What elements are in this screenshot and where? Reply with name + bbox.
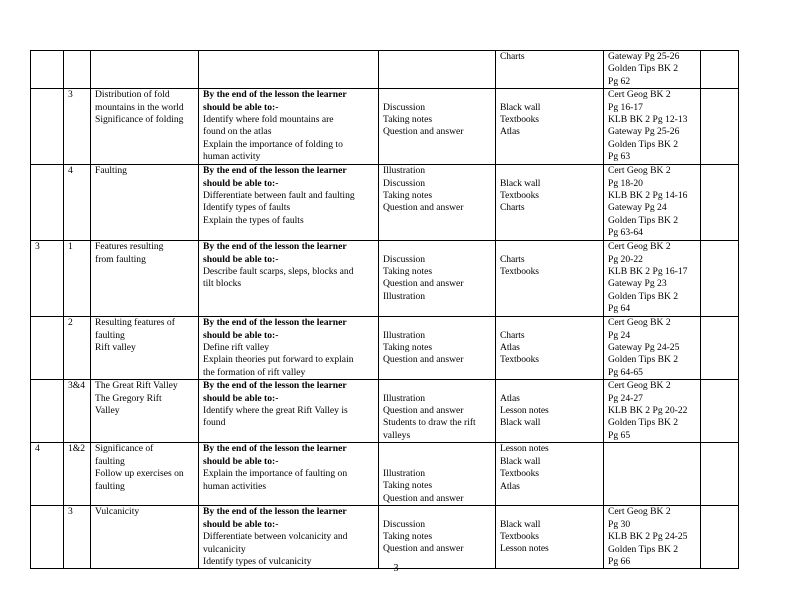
cell-line: human activity bbox=[203, 151, 261, 163]
cell-line: Pg 63-64 bbox=[608, 227, 643, 239]
cell-line: Describe fault scarps, sleps, blocks and bbox=[203, 266, 354, 278]
methods-cell bbox=[379, 51, 496, 89]
cell-line: Black wall bbox=[500, 518, 541, 530]
cell-line: found on the atlas bbox=[203, 126, 272, 138]
scheme-of-work-table bbox=[30, 50, 739, 569]
cell-line: Gateway Pg 25-26 bbox=[608, 51, 680, 62]
cell-line: faulting bbox=[95, 455, 125, 467]
cell-line: Gateway Pg 23 bbox=[608, 278, 667, 290]
references-cell bbox=[604, 506, 701, 569]
objectives-cell bbox=[199, 165, 379, 241]
cell-line: Discussion bbox=[383, 518, 426, 530]
topic-cell bbox=[91, 165, 199, 241]
week-cell bbox=[31, 317, 64, 380]
cell-line: Students to draw the rift bbox=[383, 417, 476, 429]
remarks-cell bbox=[701, 506, 739, 569]
references-cell bbox=[604, 241, 701, 317]
cell-line: Explain the importance of faulting on bbox=[203, 468, 348, 480]
cell-line: Distribution of fold bbox=[95, 89, 170, 101]
cell-line: By the end of the lesson the learner bbox=[203, 165, 347, 177]
remarks-cell bbox=[701, 51, 739, 89]
cell-line: By the end of the lesson the learner bbox=[203, 380, 347, 392]
blank-line bbox=[500, 380, 603, 392]
objectives-cell bbox=[199, 506, 379, 569]
week-cell: 4 bbox=[31, 443, 64, 506]
week-cell bbox=[31, 506, 64, 569]
blank-line bbox=[500, 89, 603, 101]
cell-line: Cert Geog BK 2 bbox=[608, 241, 671, 253]
cell-line: Question and answer bbox=[383, 492, 464, 504]
table-row bbox=[31, 51, 739, 89]
cell-line: Differentiate between fault and faulting bbox=[203, 190, 355, 202]
cell-line: Charts bbox=[500, 51, 525, 62]
cell-line: Textbooks bbox=[500, 531, 539, 543]
cell-line: By the end of the lesson the learner bbox=[203, 317, 347, 329]
cell-line: Resulting features of bbox=[95, 317, 175, 329]
cell-line: Question and answer bbox=[383, 405, 464, 417]
cell-line: Textbooks bbox=[500, 354, 539, 366]
methods-cell bbox=[379, 443, 496, 506]
cell-line: Atlas bbox=[500, 392, 520, 404]
cell-line: Gateway Pg 24 bbox=[608, 202, 667, 214]
cell-line: The Gregory Rift bbox=[95, 392, 162, 404]
cell-line: Textbooks bbox=[500, 266, 539, 278]
cell-line: Pg 24-27 bbox=[608, 392, 643, 404]
cell-line: valleys bbox=[383, 429, 411, 441]
references-cell bbox=[604, 165, 701, 241]
references-cell bbox=[604, 443, 701, 506]
cell-line: Pg 63 bbox=[608, 151, 631, 163]
methods-cell bbox=[379, 241, 496, 317]
blank-line bbox=[500, 506, 603, 518]
blank-line bbox=[383, 241, 495, 253]
resources-cell bbox=[496, 506, 604, 569]
cell-line: Black wall bbox=[500, 101, 541, 113]
cell-line: from faulting bbox=[95, 253, 146, 265]
cell-line: KLB BK 2 Pg 16-17 bbox=[608, 266, 688, 278]
methods-cell bbox=[379, 89, 496, 165]
topic-cell bbox=[91, 317, 199, 380]
resources-cell bbox=[496, 241, 604, 317]
cell-line: KLB BK 2 Pg 14-16 bbox=[608, 190, 688, 202]
lesson-cell bbox=[64, 51, 91, 89]
remarks-cell bbox=[701, 165, 739, 241]
cell-line: should be able to:- bbox=[203, 455, 279, 467]
cell-line: Black wall bbox=[500, 455, 541, 467]
cell-line: faulting bbox=[95, 329, 125, 341]
cell-line: Question and answer bbox=[383, 354, 464, 366]
cell-line: Explain theories put forward to explain bbox=[203, 354, 354, 366]
cell-line: Textbooks bbox=[500, 468, 539, 480]
cell-line: Atlas bbox=[500, 126, 520, 138]
cell-line: KLB BK 2 Pg 20-22 bbox=[608, 405, 688, 417]
cell-line: Cert Geog BK 2 bbox=[608, 89, 671, 101]
cell-line: Pg 30 bbox=[608, 518, 631, 530]
topic-cell bbox=[91, 241, 199, 317]
cell-line: Charts bbox=[500, 202, 525, 214]
cell-line: Pg 62 bbox=[608, 75, 631, 87]
cell-line: Differentiate between volcanicity and bbox=[203, 531, 348, 543]
lesson-cell: 3&4 bbox=[64, 380, 91, 443]
cell-line: Illustration bbox=[383, 290, 426, 302]
week-cell bbox=[31, 51, 64, 89]
lesson-cell: 3 bbox=[64, 89, 91, 165]
cell-line: Question and answer bbox=[383, 126, 464, 138]
cell-line: Identify types of vulcanicity bbox=[203, 555, 312, 567]
cell-line: Discussion bbox=[383, 253, 426, 265]
cell-line: Question and answer bbox=[383, 202, 464, 214]
table-row bbox=[31, 380, 739, 443]
cell-line: Golden Tips BK 2 bbox=[608, 63, 679, 75]
blank-line bbox=[383, 380, 495, 392]
cell-line: By the end of the lesson the learner bbox=[203, 89, 347, 101]
cell-line: Golden Tips BK 2 bbox=[608, 138, 679, 150]
cell-line: Define rift valley bbox=[203, 342, 270, 354]
cell-line: Question and answer bbox=[383, 543, 464, 555]
cell-line: Charts bbox=[500, 329, 525, 341]
references-cell bbox=[604, 51, 701, 89]
cell-line: Explain the types of faults bbox=[203, 214, 304, 226]
table-row bbox=[31, 241, 739, 317]
cell-line: KLB BK 2 Pg 12-13 bbox=[608, 114, 688, 126]
blank-line bbox=[383, 317, 495, 329]
cell-line: Atlas bbox=[500, 342, 520, 354]
cell-line: By the end of the lesson the learner bbox=[203, 241, 347, 253]
objectives-cell bbox=[199, 89, 379, 165]
lesson-cell: 2 bbox=[64, 317, 91, 380]
cell-line: The Great Rift Valley bbox=[95, 380, 178, 392]
cell-line: Textbooks bbox=[500, 190, 539, 202]
cell-line: Lesson notes bbox=[500, 543, 549, 555]
cell-line: Pg 24 bbox=[608, 329, 631, 341]
cell-line: Taking notes bbox=[383, 266, 433, 278]
cell-line: should be able to:- bbox=[203, 518, 279, 530]
cell-line: Question and answer bbox=[383, 278, 464, 290]
resources-cell bbox=[496, 317, 604, 380]
cell-line: Follow up exercises on bbox=[95, 468, 184, 480]
resources-cell bbox=[496, 443, 604, 506]
table-row bbox=[31, 443, 739, 506]
resources-cell bbox=[496, 165, 604, 241]
cell-line: found bbox=[203, 417, 226, 429]
references-cell bbox=[604, 317, 701, 380]
cell-line: tilt blocks bbox=[203, 278, 242, 290]
topic-cell bbox=[91, 443, 199, 506]
cell-line: Taking notes bbox=[383, 480, 433, 492]
cell-line: By the end of the lesson the learner bbox=[203, 443, 347, 455]
methods-cell bbox=[379, 165, 496, 241]
cell-line: mountains in the world bbox=[95, 101, 184, 113]
cell-line: Gateway Pg 25-26 bbox=[608, 126, 680, 138]
cell-line: By the end of the lesson the learner bbox=[203, 506, 347, 518]
cell-line: Cert Geog BK 2 bbox=[608, 165, 671, 177]
cell-line: Atlas bbox=[500, 480, 520, 492]
cell-line: should be able to:- bbox=[203, 253, 279, 265]
table-row bbox=[31, 165, 739, 241]
cell-line: Golden Tips BK 2 bbox=[608, 290, 679, 302]
cell-line: vulcanicity bbox=[203, 543, 246, 555]
cell-line: Vulcanicity bbox=[95, 506, 140, 518]
objectives-cell bbox=[199, 241, 379, 317]
references-cell bbox=[604, 380, 701, 443]
cell-line: KLB BK 2 Pg 24-25 bbox=[608, 531, 688, 543]
cell-line: Rift valley bbox=[95, 342, 136, 354]
cell-line: Illustration bbox=[383, 165, 426, 177]
cell-line: Lesson notes bbox=[500, 443, 549, 455]
cell-line: Golden Tips BK 2 bbox=[608, 214, 679, 226]
cell-line: Identify where fold mountains are bbox=[203, 114, 334, 126]
page-number: 3 bbox=[393, 563, 399, 574]
cell-line: Golden Tips BK 2 bbox=[608, 543, 679, 555]
blank-line bbox=[500, 241, 603, 253]
methods-cell bbox=[379, 506, 496, 569]
cell-line: Cert Geog BK 2 bbox=[608, 506, 671, 518]
cell-line: Cert Geog BK 2 bbox=[608, 317, 671, 329]
week-cell bbox=[31, 89, 64, 165]
topic-cell bbox=[91, 506, 199, 569]
topic-cell bbox=[91, 380, 199, 443]
cell-line: Taking notes bbox=[383, 342, 433, 354]
cell-line: Pg 18-20 bbox=[608, 177, 643, 189]
week-cell bbox=[31, 165, 64, 241]
methods-cell bbox=[379, 317, 496, 380]
cell-line: should be able to:- bbox=[203, 392, 279, 404]
cell-line: Discussion bbox=[383, 177, 426, 189]
table-body bbox=[31, 51, 739, 569]
cell-line: Illustration bbox=[383, 329, 426, 341]
cell-line: Significance of folding bbox=[95, 114, 184, 126]
methods-cell bbox=[379, 380, 496, 443]
cell-line: Illustration bbox=[383, 392, 426, 404]
cell-line: should be able to:- bbox=[203, 329, 279, 341]
cell-line: Black wall bbox=[500, 417, 541, 429]
cell-line: the formation of rift valley bbox=[203, 366, 306, 378]
resources-cell bbox=[496, 89, 604, 165]
objectives-cell bbox=[199, 380, 379, 443]
topic-cell bbox=[91, 89, 199, 165]
cell-line: Pg 66 bbox=[608, 555, 631, 567]
cell-line: Taking notes bbox=[383, 531, 433, 543]
table-row bbox=[31, 317, 739, 380]
cell-line: Illustration bbox=[383, 468, 426, 480]
resources-cell bbox=[496, 51, 604, 89]
remarks-cell bbox=[701, 89, 739, 165]
cell-line: faulting bbox=[95, 480, 125, 492]
cell-line: Discussion bbox=[383, 101, 426, 113]
cell-line: Explain the importance of folding to bbox=[203, 138, 343, 150]
cell-line: Identify where the great Rift Valley is bbox=[203, 405, 348, 417]
week-cell bbox=[31, 380, 64, 443]
cell-line: human activities bbox=[203, 480, 267, 492]
cell-line: Pg 64 bbox=[608, 303, 631, 315]
cell-line: Pg 16-17 bbox=[608, 101, 643, 113]
cell-line: should be able to:- bbox=[203, 101, 279, 113]
week-cell: 3 bbox=[31, 241, 64, 317]
cell-line: Identify types of faults bbox=[203, 202, 291, 214]
cell-line: Pg 65 bbox=[608, 429, 631, 441]
resources-cell bbox=[496, 380, 604, 443]
remarks-cell bbox=[701, 317, 739, 380]
blank-line bbox=[383, 456, 495, 468]
table-row bbox=[31, 89, 739, 165]
remarks-cell bbox=[701, 241, 739, 317]
table-row bbox=[31, 506, 739, 569]
cell-line: Cert Geog BK 2 bbox=[608, 380, 671, 392]
cell-line: Pg 20-22 bbox=[608, 253, 643, 265]
blank-line bbox=[383, 89, 495, 101]
remarks-cell bbox=[701, 380, 739, 443]
cell-line: Charts bbox=[500, 253, 525, 265]
cell-line: Significance of bbox=[95, 443, 154, 455]
cell-line: Features resulting bbox=[95, 241, 164, 253]
topic-cell bbox=[91, 51, 199, 89]
cell-line: should be able to:- bbox=[203, 177, 279, 189]
lesson-cell: 1&2 bbox=[64, 443, 91, 506]
cell-line: Pg 64-65 bbox=[608, 366, 643, 378]
objectives-cell bbox=[199, 317, 379, 380]
cell-line: Taking notes bbox=[383, 114, 433, 126]
blank-line bbox=[500, 165, 603, 177]
cell-line: Faulting bbox=[95, 165, 127, 177]
blank-line bbox=[383, 443, 495, 455]
references-cell bbox=[604, 89, 701, 165]
objectives-cell bbox=[199, 51, 379, 89]
cell-line: Taking notes bbox=[383, 190, 433, 202]
cell-line: Gateway Pg 24-25 bbox=[608, 342, 680, 354]
blank-line bbox=[500, 317, 603, 329]
objectives-cell bbox=[199, 443, 379, 506]
blank-line bbox=[383, 506, 495, 518]
lesson-cell: 3 bbox=[64, 506, 91, 569]
cell-line: Golden Tips BK 2 bbox=[608, 354, 679, 366]
remarks-cell bbox=[701, 443, 739, 506]
lesson-cell: 4 bbox=[64, 165, 91, 241]
cell-line: Valley bbox=[95, 405, 120, 417]
cell-line: Golden Tips BK 2 bbox=[608, 417, 679, 429]
cell-line: Lesson notes bbox=[500, 405, 549, 417]
lesson-cell: 1 bbox=[64, 241, 91, 317]
cell-line: Black wall bbox=[500, 177, 541, 189]
cell-line: Textbooks bbox=[500, 114, 539, 126]
